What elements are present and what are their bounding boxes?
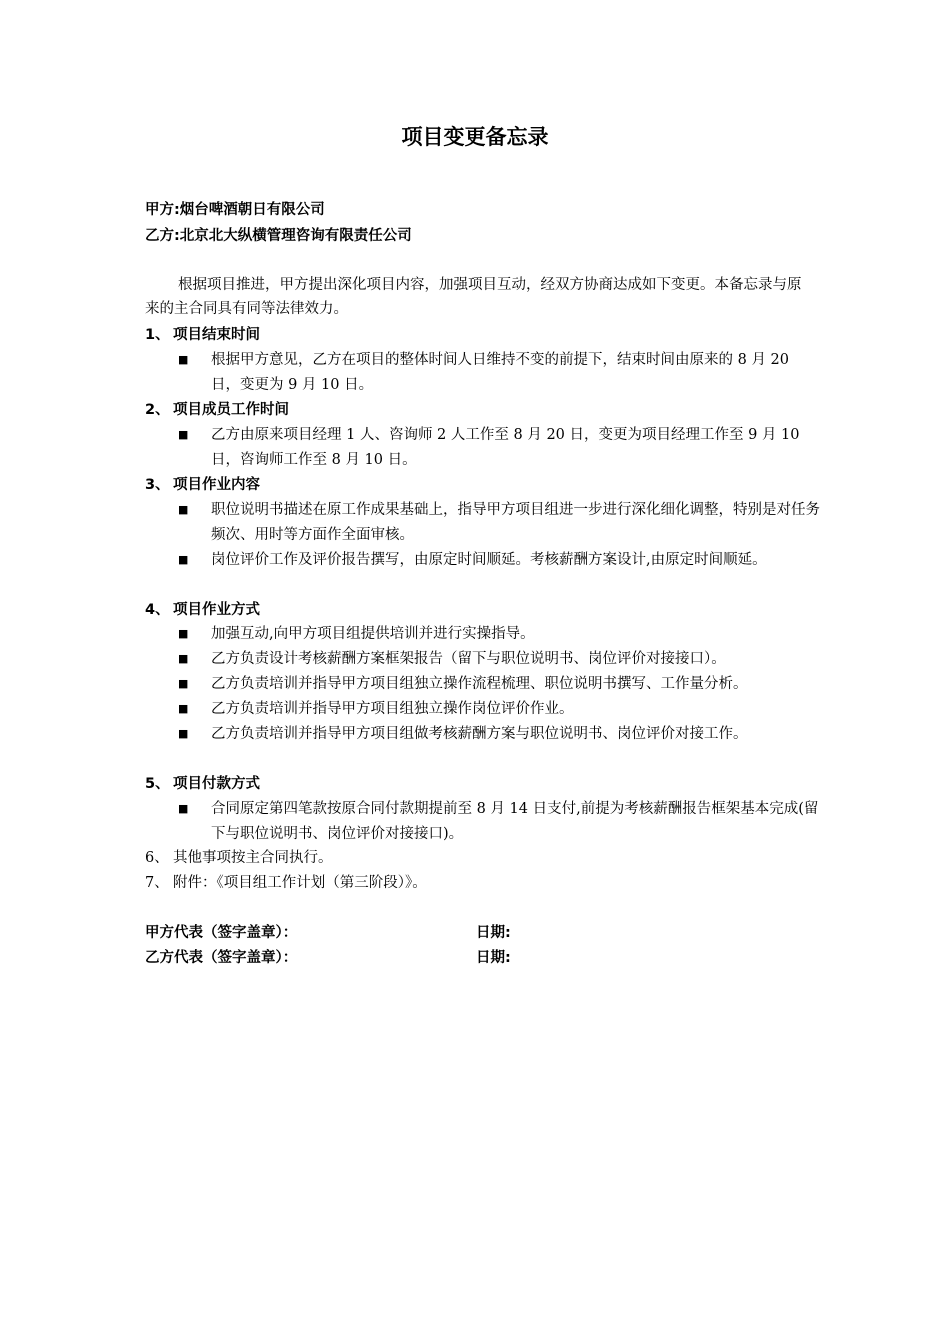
section-number: 1、 (145, 327, 170, 343)
list-item: 乙方负责培训并指导甲方项目组独立操作岗位评价作业。 (211, 701, 574, 717)
bullet-icon: ■ (178, 503, 189, 516)
bullet-icon: ■ (178, 553, 189, 566)
party-b: 乙方:北京北大纵横管理咨询有限责任公司 (145, 228, 412, 244)
list-item: 加强互动,向甲方项目组提供培训并进行实操指导。 (211, 626, 535, 642)
list-item: 合同原定第四笔款按原合同付款期提前至 8 月 14 日支付,前提为考核薪酬报告框架基本完成(留下与职位说明书、岗位评价对接接口)。 (211, 801, 819, 842)
bullet-icon: ■ (178, 652, 189, 665)
section-title: 项目作业内容 (173, 477, 260, 493)
clause-6 (145, 846, 333, 870)
list-item: 职位说明书描述在原工作成果基础上，指导甲方项目组进一步进行深化细化调整，特别是对任务频次、用时等方面作全面审核。 (211, 502, 820, 543)
bullet-icon: ■ (178, 802, 189, 815)
section-title: 项目成员工作时间 (173, 402, 289, 418)
party-a-representative: 甲方代表（签字盖章）： (145, 925, 298, 941)
section-heading (145, 323, 260, 347)
section-number: 2、 (145, 402, 170, 418)
signature-row-a (145, 921, 297, 945)
date-b: 日期: (476, 950, 511, 966)
list-item: 乙方由原来项目经理 1 人、咨询师 2 人工作至 8 月 20 日，变更为项目经理工作至 9 月 10 日，咨询师工作至 8 月 10 日。 (211, 427, 800, 468)
section-heading (145, 473, 260, 497)
bullet-icon: ■ (178, 727, 189, 740)
section-heading (145, 598, 260, 622)
section-heading (145, 398, 289, 422)
party-a: 甲方:烟台啤酒朝日有限公司 (145, 202, 325, 218)
section-title: 项目付款方式 (173, 776, 260, 792)
section-number: 5、 (145, 776, 170, 792)
clause-number: 6、 (145, 850, 169, 866)
bullet-icon: ■ (178, 627, 189, 640)
clause-text: 其他事项按主合同执行。 (173, 850, 333, 866)
list-item: 岗位评价工作及评价报告撰写，由原定时间顺延。考核薪酬方案设计,由原定时间顺延。 (211, 552, 767, 568)
page-title: 项目变更备忘录 (401, 125, 549, 149)
bullet-icon: ■ (178, 428, 189, 441)
party-b-representative: 乙方代表（签字盖章）： (145, 950, 298, 966)
section-heading (145, 772, 260, 796)
bullet-icon: ■ (178, 702, 189, 715)
list-item: 乙方负责培训并指导甲方项目组做考核薪酬方案与职位说明书、岗位评价对接工作。 (211, 726, 748, 742)
intro-paragraph: 根据项目推进，甲方提出深化项目内容，加强项目互动，经双方协商达成如下变更。本备忘录与原来的主合同具有同等法律效力。 (145, 277, 802, 317)
bullet-icon: ■ (178, 353, 189, 366)
list-item: 根据甲方意见，乙方在项目的整体时间人日维持不变的前提下，结束时间由原来的 8 月 20 日，变更为 9 月 10 日。 (211, 352, 789, 393)
clause-text: 附件：《项目组工作计划（第三阶段）》。 (173, 875, 427, 891)
clause-7 (145, 871, 427, 895)
section-number: 4、 (145, 602, 170, 618)
section-title: 项目结束时间 (173, 327, 260, 343)
section-title: 项目作业方式 (173, 602, 260, 618)
signature-row-b (145, 946, 297, 970)
section-number: 3、 (145, 477, 170, 493)
bullet-icon: ■ (178, 677, 189, 690)
clause-number: 7、 (145, 875, 169, 891)
list-item: 乙方负责培训并指导甲方项目组独立操作流程梳理、职位说明书撰写、工作量分析。 (211, 676, 748, 692)
list-item: 乙方负责设计考核薪酬方案框架报告（留下与职位说明书、岗位评价对接接口）。 (211, 651, 726, 667)
date-a: 日期: (476, 925, 511, 941)
